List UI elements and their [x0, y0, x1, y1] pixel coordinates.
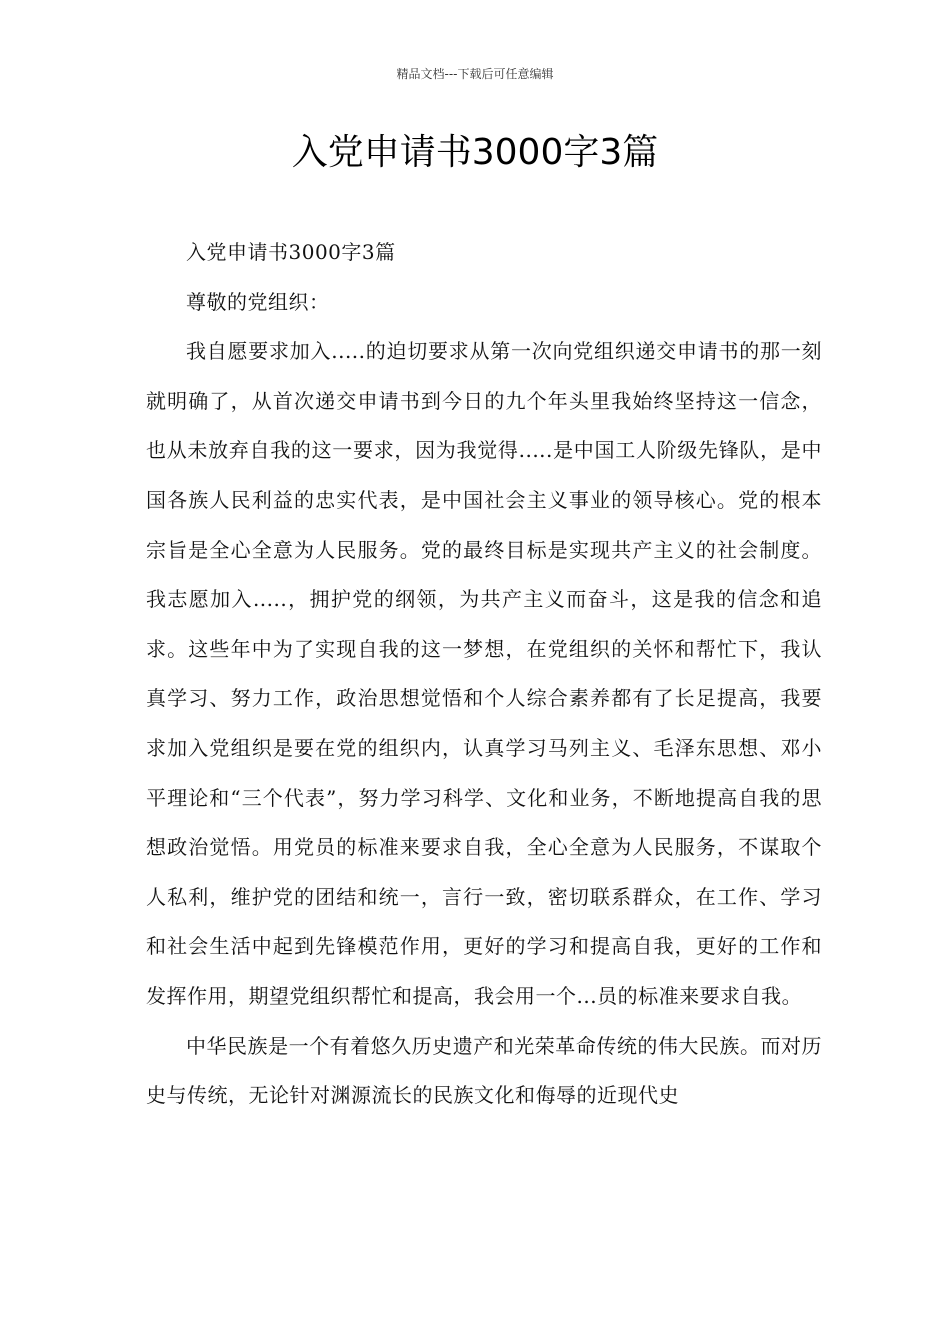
document-body	[146, 228, 822, 1121]
paragraph-subtitle: 入党申请书3000字3篇	[186, 240, 396, 264]
document-title: 入党申请书3000字3篇	[291, 132, 659, 173]
paragraph-salutation: 尊敬的党组织：	[186, 289, 330, 314]
paragraph-continuation: 中华民族是一个有着悠久历史遗产和光荣革命传统的伟大民族。而对历史与传统，无论针对渊源流长的民族文化和侮辱的近现代史	[146, 1033, 822, 1108]
header-note: 精品文档---下载后可任意编辑	[396, 67, 554, 81]
paragraph-main: 我自愿要求加入.....的迫切要求从第一次向党组织递交申请书的那一刻就明确了，从首次递交申请书到今日的九个年头里我始终坚持这一信念，也从未放弃自我的这一要求，因为我觉得.....是中国工人阶级先锋队，是中国各族人民利益的忠实代表，是中国社会主义事业的领导核心。党的根本宗旨是全心全意为人民服务。党的最终目标是实现共产主义的社会制度。我志愿加入.....，拥护党的纲领，为共产主义而奋斗，这是我的信念和追求。这些年中为了实现自我的这一梦想，在党组织的关怀和帮忙下，我认真学习、努力工作，政治思想觉悟和个人综合素养都有了长足提高，我要求加入党组织是要在党的组织内，认真学习马列主义、毛泽东思想、邓小平理论和“三个代表”，努力学习科学、文化和业务，不断地提高自我的思想政治觉悟。用党员的标准来要求自我，全心全意为人民服务，不谋取个人私利，维护党的团结和统一，言行一致，密切联系群众，在工作、学习和社会生活中起到先锋模范作用，更好的学习和提高自我，更好的工作和发挥作用，期望党组织帮忙和提高，我会用一个...员的标准来要求自我。	[146, 339, 822, 1008]
